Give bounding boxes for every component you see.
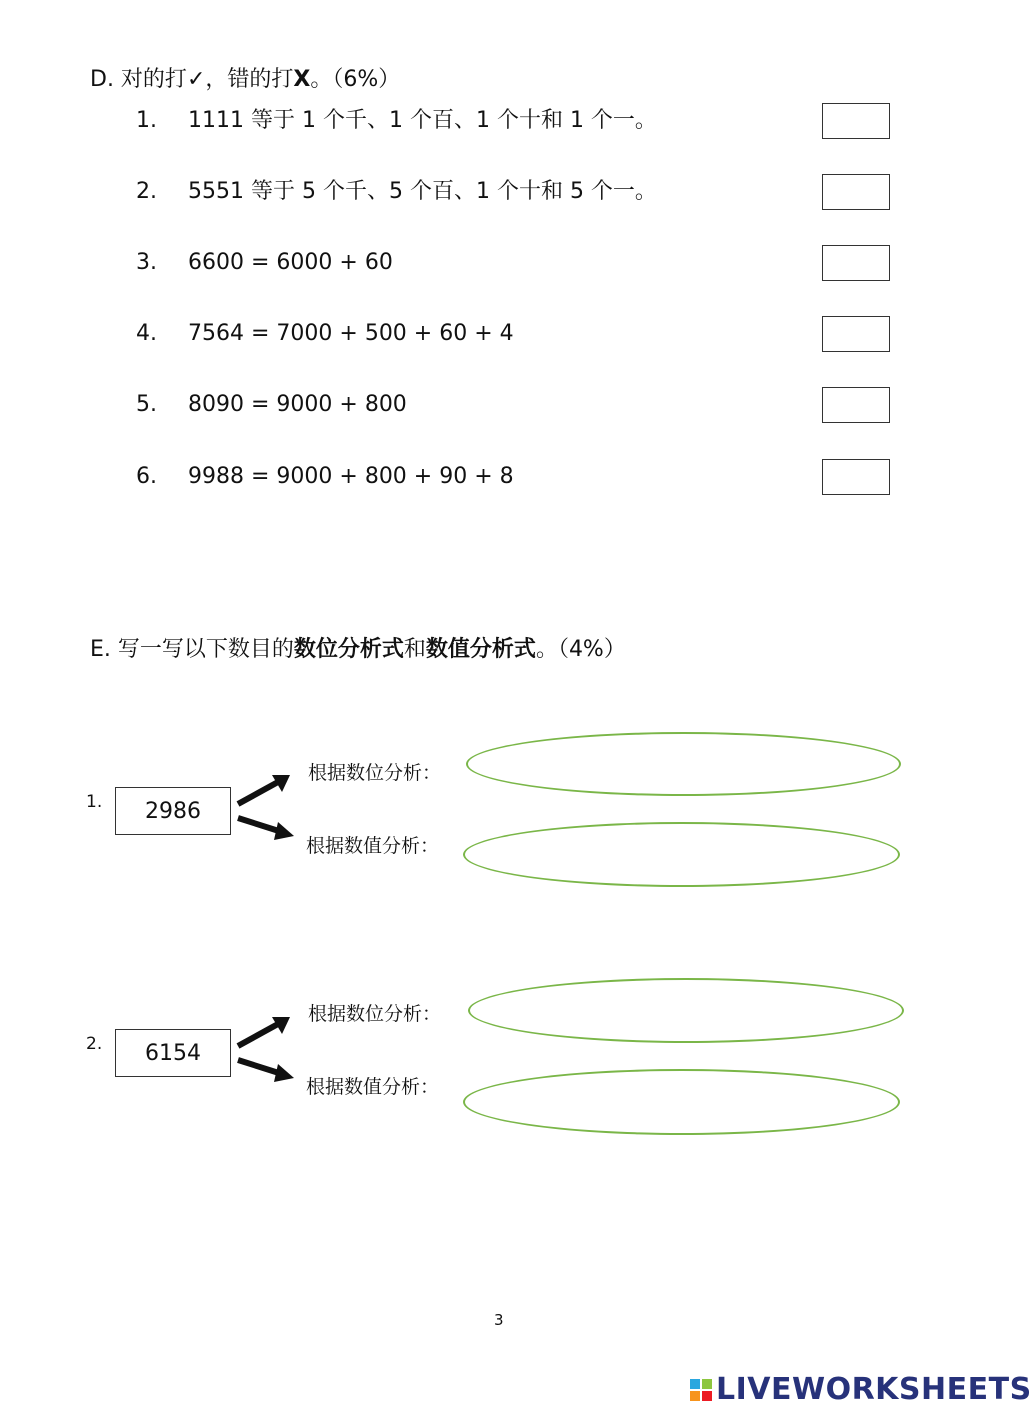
statement-number: 1. [136, 108, 157, 133]
statement-6 [136, 463, 796, 491]
statement-number: 4. [136, 321, 157, 346]
section-e-bold-place: 数位分析式 [293, 637, 404, 662]
section-e-bold-value: 数值分析式 [425, 637, 536, 662]
statement-text: 8090 = 9000 + 800 [188, 392, 407, 417]
statement-3 [136, 249, 796, 277]
answer-box-6[interactable] [822, 459, 890, 495]
statement-number: 2. [136, 179, 157, 204]
answer-box-4[interactable] [822, 316, 890, 352]
label-place-analysis-2: 根据数位分析： [308, 1003, 442, 1025]
statement-2 [136, 178, 796, 206]
statement-4 [136, 320, 796, 348]
place-analysis-answer-2[interactable] [468, 978, 904, 1043]
section-e-prefix: E. 写一写以下数目的 [90, 637, 294, 662]
brand-logo [690, 1372, 1032, 1407]
label-value-analysis-2: 根据数值分析： [306, 1076, 440, 1098]
answer-box-2[interactable] [822, 174, 890, 210]
brand-name: LIVEWORKSHEETS [716, 1372, 1032, 1407]
statement-1 [136, 107, 796, 135]
statement-number: 3. [136, 250, 157, 275]
section-e-heading [90, 636, 626, 664]
label-place-analysis-1: 根据数位分析： [308, 762, 442, 784]
section-d-heading [90, 66, 400, 94]
check-mark-icon: ✓ [186, 67, 206, 92]
statement-number: 6. [136, 464, 157, 489]
cross-mark-icon: X [293, 67, 311, 92]
place-analysis-answer-1[interactable] [466, 732, 901, 796]
section-d-prefix: D. 对的打 [90, 67, 187, 92]
question-number-2: 2. [86, 1034, 103, 1054]
statement-text: 6600 = 6000 + 60 [188, 250, 393, 275]
statement-text: 1111 等于 1 个千、1 个百、1 个十和 1 个一。 [188, 108, 657, 133]
answer-box-5[interactable] [822, 387, 890, 423]
branch-arrows-icon [232, 770, 302, 840]
statement-text: 5551 等于 5 个千、5 个百、1 个十和 5 个一。 [188, 179, 657, 204]
value-analysis-answer-2[interactable] [463, 1069, 900, 1135]
number-box-1: 2986 [115, 787, 231, 835]
section-d-suffix: 。（6%） [310, 67, 401, 92]
section-d-middle: ，错的打 [205, 67, 294, 92]
question-number-1: 1. [86, 792, 103, 812]
section-e-mid: 和 [403, 637, 426, 662]
section-e-suffix: 。（4%） [535, 637, 626, 662]
statement-number: 5. [136, 392, 157, 417]
statement-text: 7564 = 7000 + 500 + 60 + 4 [188, 321, 514, 346]
number-box-2: 6154 [115, 1029, 231, 1077]
answer-box-1[interactable] [822, 103, 890, 139]
statement-text: 9988 = 9000 + 800 + 90 + 8 [188, 464, 514, 489]
statement-5 [136, 391, 796, 419]
liveworksheets-logo-icon [690, 1379, 712, 1401]
value-analysis-answer-1[interactable] [463, 822, 900, 887]
answer-box-3[interactable] [822, 245, 890, 281]
branch-arrows-icon [232, 1012, 302, 1082]
label-value-analysis-1: 根据数值分析： [306, 835, 440, 857]
page-number: 3 [494, 1311, 504, 1329]
